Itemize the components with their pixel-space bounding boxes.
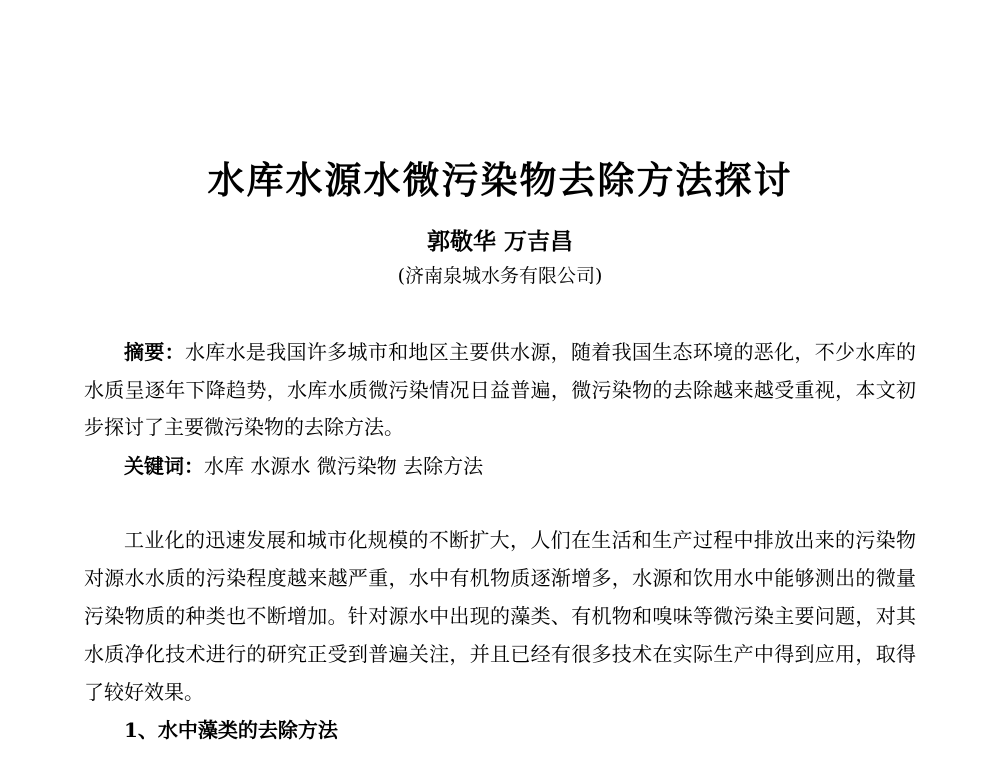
keywords-label: 关键词： [124, 454, 204, 478]
body-line-3: 污染物质的种类也不断增加。针对源水中出现的藻类、有机物和嗅味等微污染主要问题，对其 [84, 604, 916, 628]
abstract-text-1: 水库水是我国许多城市和地区主要供水源，随着我国生态环境的恶化，不少水库的 [184, 340, 917, 364]
paper-affiliation: (济南泉城水务有限公司) [397, 265, 603, 287]
abstract-line-3: 步探讨了主要微污染物的去除方法。 [84, 415, 404, 439]
keywords-line [124, 452, 916, 480]
section-heading: 1、水中藻类的去除方法 [124, 718, 338, 742]
abstract-line-2: 水质呈逐年下降趋势，水库水质微污染情况日益普遍，微污染物的去除越来越受重视，本文初 [84, 378, 916, 402]
abstract-line-1 [124, 338, 916, 366]
body-line-1: 工业化的迅速发展和城市化规模的不断扩大，人们在生活和生产过程中排放出来的污染物 [124, 528, 916, 552]
body-line-2: 对源水水质的污染程度越来越严重，水中有机物质逐渐增多，水源和饮用水中能够测出的微量 [84, 566, 916, 590]
body-line-4: 水质净化技术进行的研究正受到普遍关注，并且已经有很多技术在实际生产中得到应用，取得 [84, 642, 916, 666]
abstract-label: 摘要： [124, 340, 185, 364]
paper-title: 水库水源水微污染物去除方法探讨 [207, 158, 793, 202]
keywords-text: 水库 水源水 微污染物 去除方法 [204, 454, 484, 478]
body-line-5: 了较好效果。 [84, 680, 204, 704]
paper-authors: 郭敬华 万吉昌 [426, 228, 573, 255]
